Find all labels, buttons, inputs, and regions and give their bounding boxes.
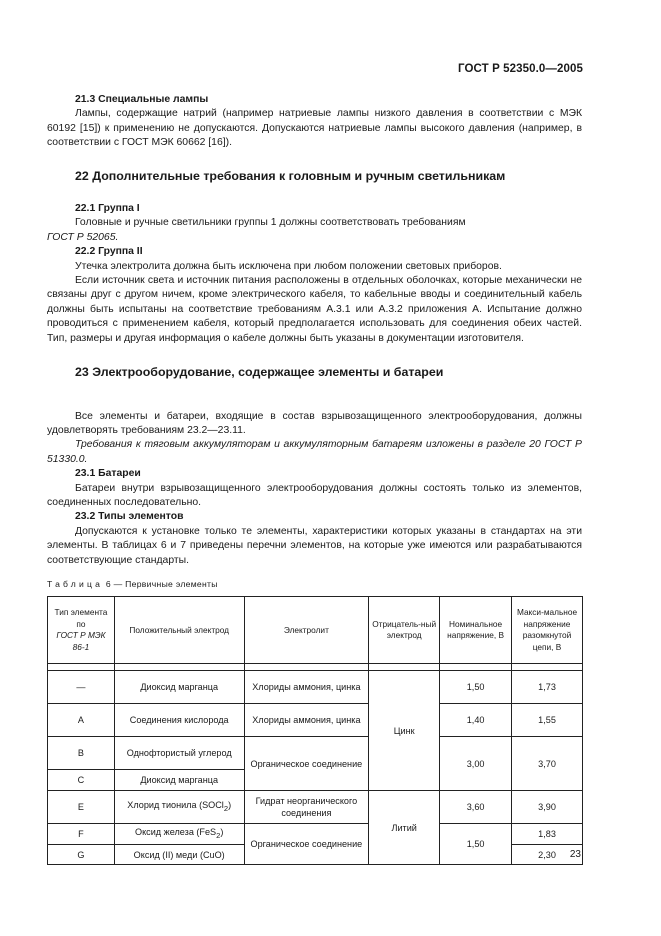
header-negative-electrode: Отрицатель-ный электрод	[369, 597, 440, 664]
cell-max: 2,30	[512, 845, 583, 865]
cell-positive: Оксид железа (FeS$_2$)	[114, 824, 244, 845]
table-row	[48, 824, 583, 845]
section-23-2-title: 23.2 Типы элементов	[75, 511, 184, 523]
section-22-heading: 22 Дополнительные требования к головным и ручным светильникам	[75, 168, 506, 183]
cell-electrolyte: Гидрат неорганического соединения	[244, 791, 369, 824]
section-22-2-title: 22.2 Группа II	[75, 246, 143, 258]
cell-negative-zinc: Цинк	[369, 671, 440, 791]
cell-positive: Соединения кислорода	[114, 704, 244, 737]
document-header: ГОСТ Р 52350.0—2005	[458, 63, 583, 75]
section-23-1-text: Батареи внутри взрывозащищенного электрооборудования должны состоять только из элементов, соединенных последовательно.	[47, 482, 582, 508]
section-22-1-title: 22.1 Группа I	[75, 203, 140, 215]
cell-max: 1,73	[512, 671, 583, 704]
table-row	[48, 791, 583, 824]
cell-positive: Хлорид тионила (SOCl$_2$)	[114, 791, 244, 824]
cell-max: 3,70	[512, 737, 583, 791]
cell-positive: Оксид (II) меди (CuO)	[114, 845, 244, 865]
header-max-voltage: Макси-мальное напряжение разомкнутой цепи, В	[512, 597, 583, 664]
cell-electrolyte: Органическое соединение	[244, 737, 369, 791]
section-23-text-1: Все элементы и батареи, входящие в состав взрывозащищенного электрооборудования, должны удовлетворять требованиям 23.2—23.11.	[47, 410, 582, 436]
table-caption-label: Таблица	[47, 578, 104, 589]
cell-max: 3,90	[512, 791, 583, 824]
cell-type: C	[48, 770, 115, 791]
cell-positive: Диоксид марганца	[114, 770, 244, 791]
primary-cells-table	[47, 596, 583, 865]
table-header-row	[48, 597, 583, 664]
table-row	[48, 737, 583, 770]
section-23-text-2: Требования к тяговым аккумуляторам и аккумуляторным батареям изложены в разделе 20 ГОСТ Р 51330.0.	[47, 439, 582, 465]
header-positive-electrode: Положительный электрод	[114, 597, 244, 664]
cell-positive: Однофтористый углерод	[114, 737, 244, 770]
cell-type: G	[48, 845, 115, 865]
section-22-1-text: Головные и ручные светильники группы 1 должны соответствовать требованиям	[75, 217, 466, 229]
table-row	[48, 671, 583, 704]
cell-positive: Диоксид марганца	[114, 671, 244, 704]
cell-electrolyte: Органическое соединение	[244, 824, 369, 865]
section-22-1-reference: ГОСТ Р 52065.	[47, 231, 119, 243]
page-number: 23	[569, 849, 581, 860]
cell-electrolyte: Хлориды аммония, цинка	[244, 704, 369, 737]
section-23-heading: 23 Электрооборудование, содержащее элементы и батареи	[75, 365, 444, 380]
cell-type: E	[48, 791, 115, 824]
section-22-2-text-2: Если источник света и источник питания расположены в отдельных оболочках, которые механически не связаны друг с другом ничем, кроме электрического кабеля, то кабельные вводы и соединительный кабель должны быть испытаны на соответствие требованиям А.3.1 или А.3.2 приложения А. Испытание должно проводиться с применением кабеля, который предполагается использовать для соединения обеих частей. Тип, размеры и другая информация о кабеле должны быть указаны в документации изготовителя.	[47, 275, 582, 344]
section-22-2-text-1: Утечка электролита должна быть исключена при любом положении световых приборов.	[75, 260, 502, 272]
header-nominal-voltage: Номинальное напряжение, В	[440, 597, 512, 664]
cell-nominal: 1,50	[440, 824, 512, 865]
cell-nominal: 3,60	[440, 791, 512, 824]
cell-max: 1,83	[512, 824, 583, 845]
header-type: Тип элемента по ГОСТ Р МЭК 86-1	[48, 597, 115, 664]
section-21-3-text: Лампы, содержащие натрий (например натриевые лампы низкого давления в соответствии с МЭК 60192 [15]) к применению не допускаются. Допускаются натриевые лампы высокого давления (например, в соответствии с ГОСТ МЭК 60662 [16]).	[47, 108, 582, 149]
cell-type: B	[48, 737, 115, 770]
cell-type: A	[48, 704, 115, 737]
cell-nominal: 3,00	[440, 737, 512, 791]
table-caption-text: 6 — Первичные элементы	[105, 578, 218, 589]
cell-nominal: 1,40	[440, 704, 512, 737]
cell-electrolyte: Хлориды аммония, цинка	[244, 671, 369, 704]
section-21-3-title: 21.3 Специальные лампы	[75, 94, 209, 105]
cell-nominal: 1,50	[440, 671, 512, 704]
header-electrolyte: Электролит	[244, 597, 369, 664]
cell-max: 1,55	[512, 704, 583, 737]
cell-type: F	[48, 824, 115, 845]
section-23-1-title: 23.1 Батареи	[75, 468, 141, 480]
cell-negative-lithium: Литий	[369, 791, 440, 865]
table-caption	[47, 577, 582, 591]
cell-type: —	[48, 671, 115, 704]
table-row	[48, 704, 583, 737]
page-content	[47, 93, 582, 865]
section-23-2-text: Допускаются к установке только те элементы, характеристики которых указаны в стандартах на эти элементы. В таблицах 6 и 7 приведены перечни элементов, на которые уже имеются или разрабатываются соответствующие стандарты.	[47, 525, 582, 566]
